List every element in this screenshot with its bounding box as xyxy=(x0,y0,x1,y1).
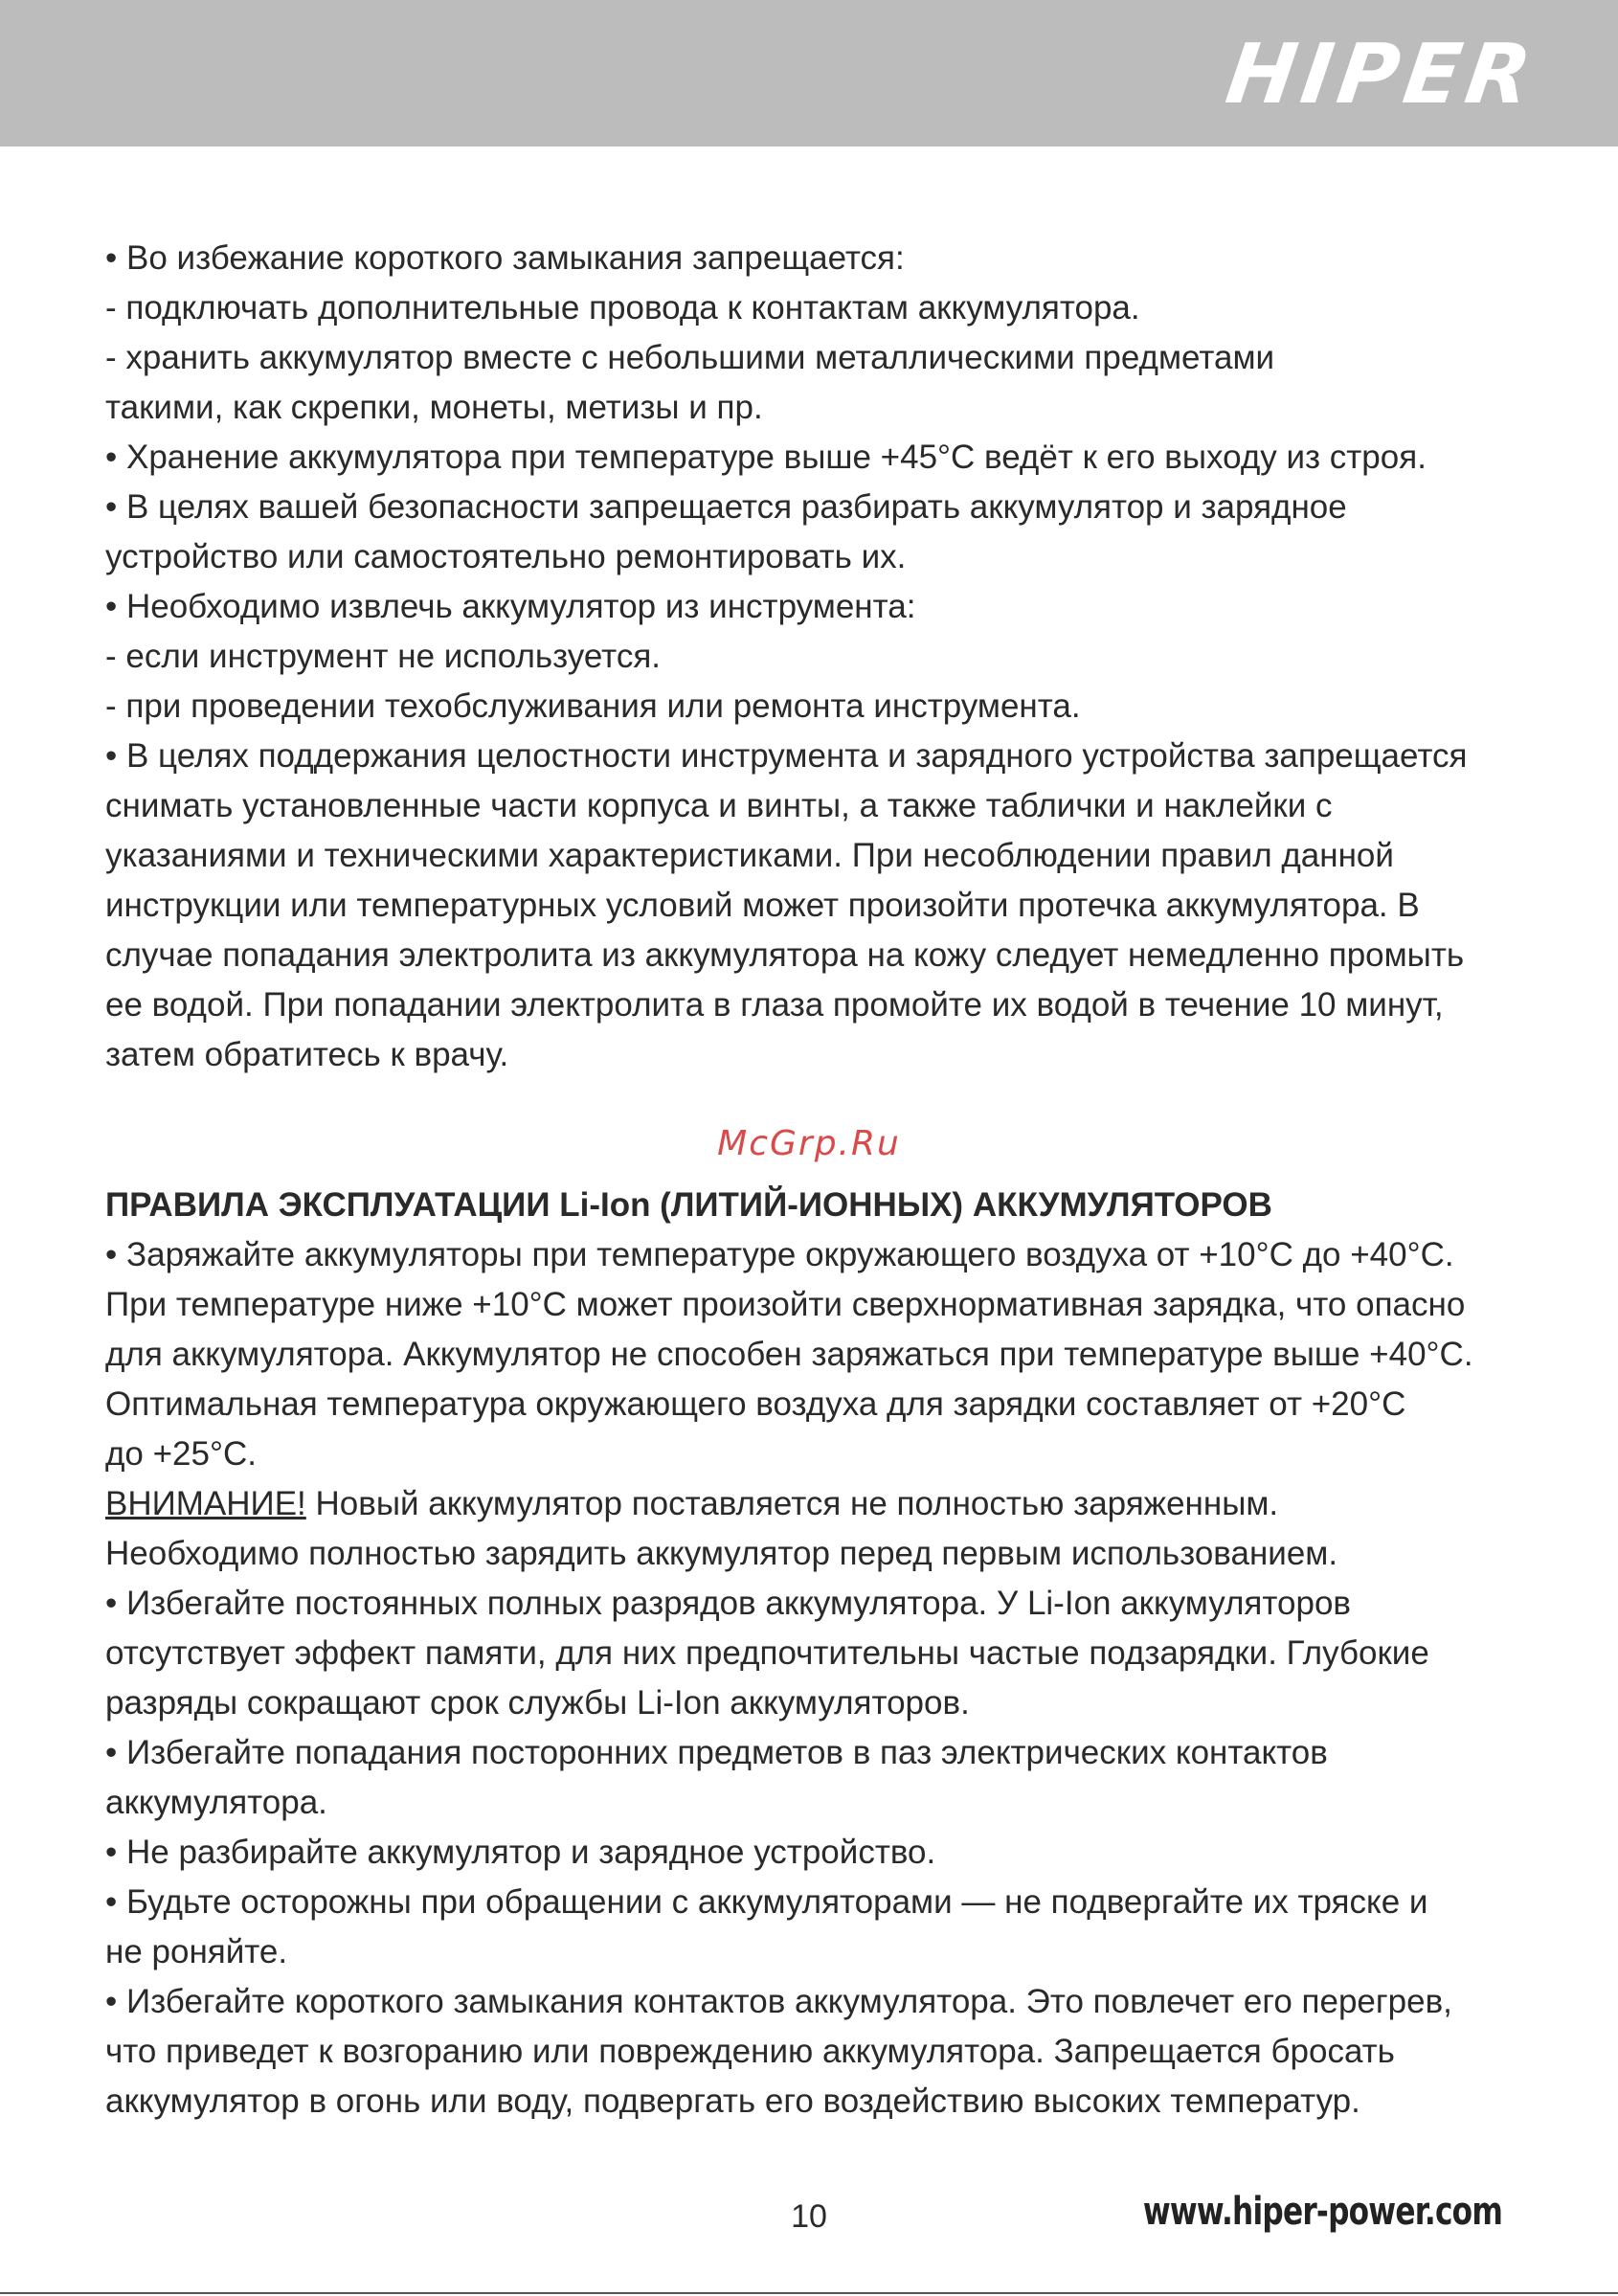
text-line: • Избегайте короткого замыкания контактов аккумулятора. Это повлечет его перегрев, xyxy=(105,1983,1452,2020)
text-line: инструкции или температурных условий может произойти протечка аккумулятора. В xyxy=(105,887,1420,924)
text-line: • В целях вашей безопасности запрещается разбирать аккумулятор и зарядное xyxy=(105,488,1347,526)
attention-text: Новый аккумулятор поставляется не полностью заряженным. xyxy=(305,1485,1279,1522)
text-line: • Избегайте постоянных полных разрядов аккумулятора. У Li-Ion аккумуляторов xyxy=(105,1585,1351,1622)
bottom-divider xyxy=(0,2292,1618,2294)
text-line: затем обратитесь к врачу. xyxy=(105,1036,509,1073)
text-line: • Хранение аккумулятора при температуре выше +45°С ведёт к его выходу из строя. xyxy=(105,439,1427,476)
text-line: что приведет к возгоранию или повреждению аккумулятора. Запрещается бросать xyxy=(105,2033,1395,2070)
text-line: устройство или самостоятельно ремонтировать их. xyxy=(105,538,907,575)
text-line: Необходимо полностью зарядить аккумулятор перед первым использованием. xyxy=(105,1535,1338,1572)
text-line: отсутствует эффект памяти, для них предпочтительны частые подзарядки. Глубокие xyxy=(105,1634,1429,1672)
text-line: • Избегайте попадания посторонних предметов в паз электрических контактов xyxy=(105,1734,1328,1771)
text-line: разряды сокращают срок службы Li-Ion аккумуляторов. xyxy=(105,1684,970,1722)
text-line: указаниями и техническими характеристиками. При несоблюдении правил данной xyxy=(105,837,1394,874)
text-line: аккумулятора. xyxy=(105,1784,327,1821)
watermark: McGrp.Ru xyxy=(717,1124,901,1163)
section-heading: ПРАВИЛА ЭКСПЛУАТАЦИИ Li-Ion (ЛИТИЙ-ИОННЫХ) АККУМУЛЯТОРОВ xyxy=(105,1186,1272,1224)
text-line: Оптимальная температура окружающего воздуха для зарядки составляет от +20°С xyxy=(105,1385,1406,1423)
text-line: • Будьте осторожны при обращении с аккумуляторами — не подвергайте их тряске и xyxy=(105,1883,1428,1921)
text-line: - если инструмент не используется. xyxy=(105,638,661,675)
hiper-logo: HIPER xyxy=(1220,27,1543,123)
text-line: случае попадания электролита из аккумулятора на кожу следует немедленно промыть xyxy=(105,936,1465,974)
text-line: • Не разбирайте аккумулятор и зарядное устройство. xyxy=(105,1834,936,1871)
text-line: • Заряжайте аккумуляторы при температуре окружающего воздуха от +10°С до +40°С. xyxy=(105,1236,1454,1273)
attention-label: ВНИМАНИЕ! xyxy=(105,1485,306,1522)
text-line: не роняйте. xyxy=(105,1933,288,1970)
text-line: - хранить аккумулятор вместе с небольшими металлическими предметами xyxy=(105,339,1275,376)
text-line: до +25°С. xyxy=(105,1435,257,1473)
text-line: - подключать дополнительные провода к контактам аккумулятора. xyxy=(105,289,1140,326)
header-band xyxy=(0,0,1618,146)
text-line: ее водой. При попадании электролита в глаза промойте их водой в течение 10 минут, xyxy=(105,986,1444,1024)
text-line: для аккумулятора. Аккумулятор не способен заряжаться при температуре выше +40°С. xyxy=(105,1336,1473,1373)
page-number: 10 xyxy=(791,2198,827,2235)
website-url[interactable]: www.hiper-power.com xyxy=(1142,2190,1502,2234)
attention-line xyxy=(105,1479,1522,1529)
text-line: - при проведении техобслуживания или ремонта инструмента. xyxy=(105,687,1081,725)
text-line: аккумулятор в огонь или воду, подвергать его воздействию высоких температур. xyxy=(105,2082,1360,2120)
text-line: При температуре ниже +10°С может произойти сверхнормативная зарядка, что опасно xyxy=(105,1286,1466,1323)
text-line: снимать установленные части корпуса и винты, а также таблички и наклейки с xyxy=(105,787,1333,824)
text-line: • Необходимо извлечь аккумулятор из инструмента: xyxy=(105,588,916,625)
section-safety-text xyxy=(105,234,1522,1080)
section-li-ion-rules xyxy=(105,1181,1522,2127)
text-line: • В целях поддержания целостности инструмента и зарядного устройства запрещается xyxy=(105,737,1468,775)
text-line: такими, как скрепки, монеты, метизы и пр. xyxy=(105,389,763,426)
text-line: • Во избежание короткого замыкания запрещается: xyxy=(105,239,905,277)
